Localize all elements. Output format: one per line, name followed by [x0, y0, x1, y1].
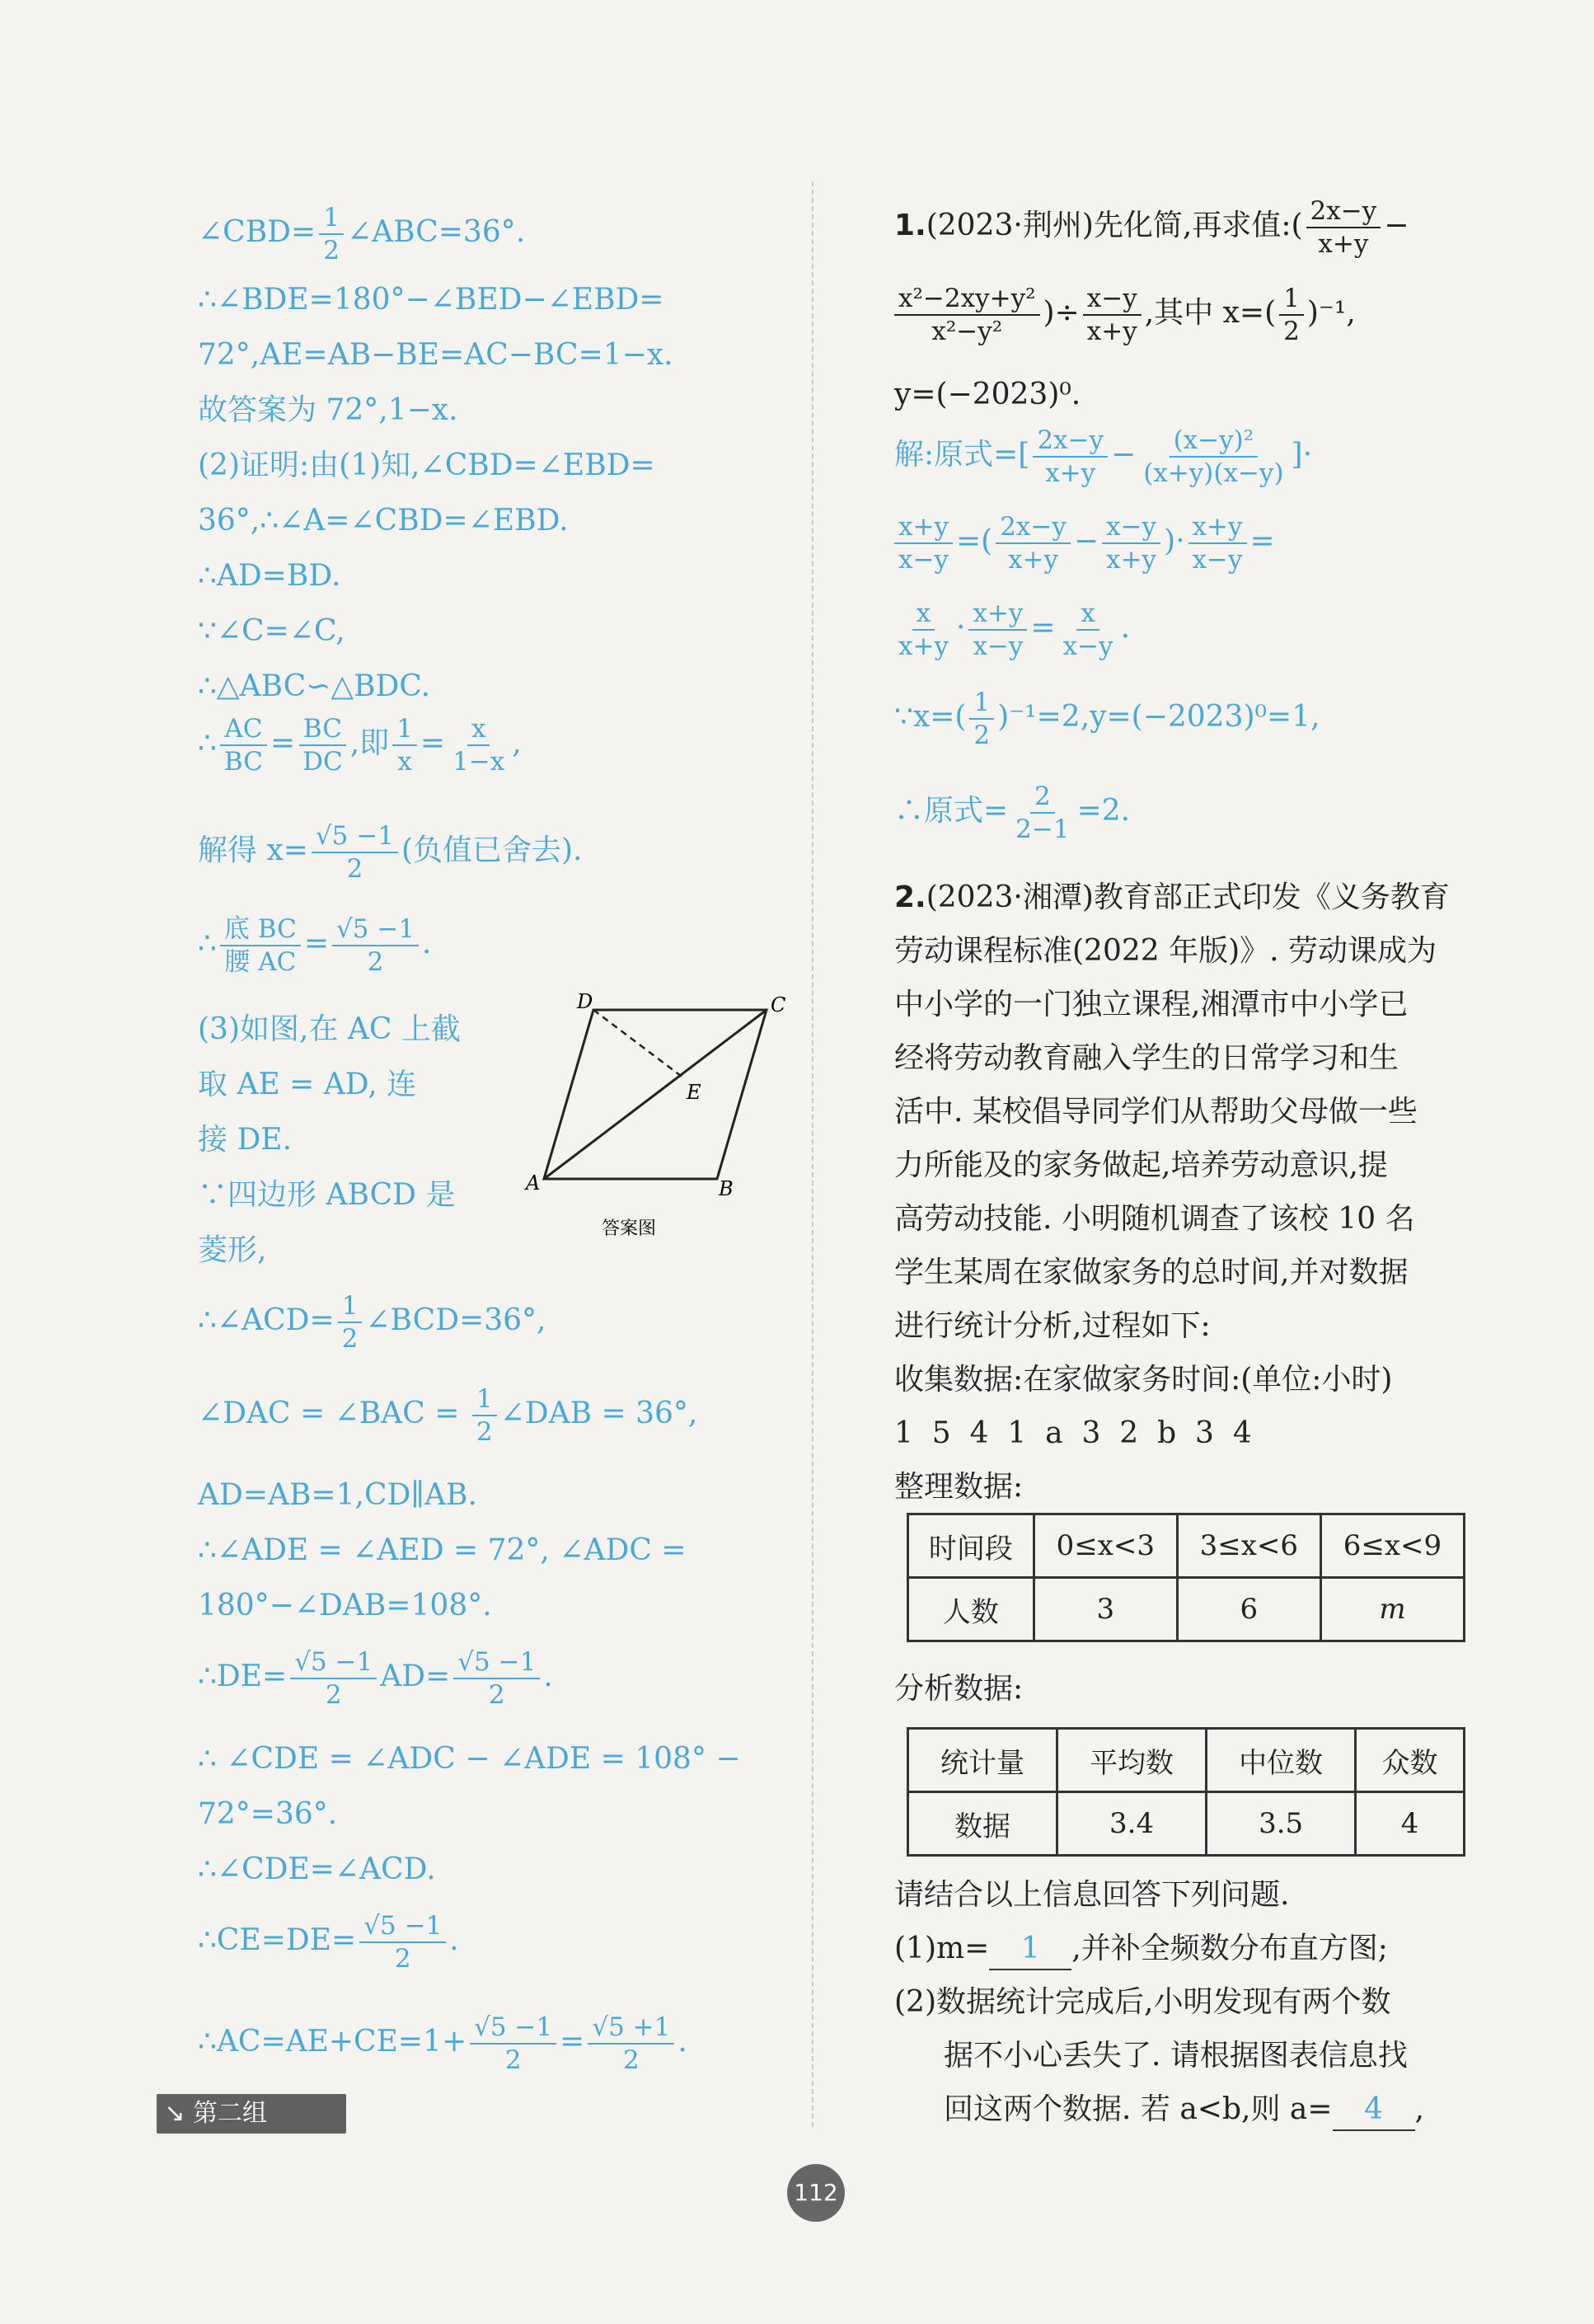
rhombus-figure: [526, 990, 799, 1249]
question-line: 进行统计分析,过程如下:: [894, 1309, 1211, 1343]
question-line: 回这两个数据. 若 a<b,则 a= 4 ,: [944, 2090, 1424, 2131]
section-group-tag: ↘ 第二组: [157, 2094, 346, 2134]
solution-line: $\frac{x}{x+y}$ · $\frac{x+y}{x-y}$ = $\frac{x}{x-y}$ .: [898, 599, 1131, 661]
solution-line: 解得 x= $\frac{√5 -1}{2}$ (负值已舍去).: [198, 821, 583, 884]
table-cell: m: [1320, 1578, 1464, 1641]
data-list: 1 5 4 1 a 3 2 b 3 4: [894, 1416, 1252, 1450]
solution-line: 72°,AE=AB−BE=AC−BC=1−x.: [198, 338, 673, 372]
question-line: 收集数据:在家做家务时间:(单位:小时): [894, 1363, 1393, 1397]
solution-line: 180°−∠DAB=108°.: [198, 1589, 492, 1622]
solution-line: ∴ ∠CDE = ∠ADC − ∠ADE = 108° −: [198, 1742, 741, 1776]
solution-line: ∵∠C=∠C,: [198, 614, 345, 648]
solution-line: ∴AC=AE+CE=1+ $\frac{√5 -1}{2}$ = $\frac{√5 +1}{2}$ .: [198, 2012, 687, 2075]
question-line: 力所能及的家务做起,培养劳动意识,提: [894, 1148, 1388, 1182]
table-cell: 3: [1034, 1578, 1177, 1641]
solution-line: ∴DE= $\frac{√5 -1}{2}$ AD= $\frac{√5 -1}{2}$ .: [198, 1647, 553, 1710]
solution-line: 72°=36°.: [198, 1797, 338, 1831]
solution-line: (3)如图,在 AC 上截: [198, 1012, 461, 1046]
table-cell: 3.5: [1207, 1792, 1356, 1856]
solution-line: ∴ $\frac{AC}{BC}$ = $\frac{BC}{DC}$ ,即 $\frac{1}{x}$ = $\frac{x}{1-x}$ ,: [198, 714, 522, 777]
answer-blank-a: 4: [1333, 2090, 1415, 2131]
solution-line: ∵x=( $\frac{1}{2}$ )⁻¹=2,y=(−2023)⁰=1,: [894, 688, 1320, 750]
question-line: (1)m= 1 ,并补全频数分布直方图;: [894, 1929, 1388, 1970]
answer-blank-m: 1: [989, 1929, 1071, 1970]
label-b: B: [719, 1177, 734, 1200]
column-divider: [812, 181, 813, 2127]
solution-line: ∴△ABC∽△BDC.: [198, 669, 431, 703]
question-line: 中小学的一门独立课程,湘潭市中小学已: [894, 988, 1409, 1021]
question-line: 学生某周在家做家务的总时间,并对数据: [894, 1256, 1409, 1289]
solution-line: ∴∠ADE = ∠AED = 72°, ∠ADC =: [198, 1533, 687, 1567]
label-e: E: [687, 1081, 701, 1104]
solution-line: AD=AB=1,CD∥AB.: [198, 1478, 477, 1512]
solution-line: 菱形,: [198, 1233, 267, 1267]
table-cell: 时间段: [908, 1514, 1034, 1578]
solution-line: 解:原式=[ $\frac{2x-y}{x+y}$ − $\frac{\text{(x−y)²}}{(x+y)(x-y)}$ ]·: [894, 425, 1313, 488]
table-cell: 中位数: [1207, 1729, 1356, 1792]
table-cell: 6: [1177, 1578, 1320, 1641]
question-line: y=(−2023)⁰.: [894, 378, 1081, 411]
question-line: 分析数据:: [894, 1672, 1024, 1706]
table-cell: 3≤x<6: [1177, 1514, 1320, 1578]
question-line: 经将劳动教育融入学生的日常学习和生: [894, 1041, 1399, 1075]
question-line: 整理数据:: [894, 1470, 1024, 1504]
solution-line: ∵四边形 ABCD 是: [198, 1178, 456, 1212]
table-cell: 6≤x<9: [1320, 1514, 1464, 1578]
question-line: 1.(2023·荆州)先化简,再求值:( $\frac{2x-y}{x+y}$ −: [894, 196, 1409, 259]
solution-line: 取 AE = AD, 连: [198, 1068, 417, 1101]
solution-line: ∠DAC = ∠BAC = $\frac{1}{2}$ ∠DAB = 36°,: [198, 1384, 698, 1447]
table-cell: 4: [1356, 1792, 1465, 1856]
table-cell: 众数: [1356, 1729, 1465, 1792]
solution-line: ∴原式= $\frac{2}{2-1}$ =2.: [894, 782, 1131, 844]
solution-line: ∴∠ACD= $\frac{1}{2}$ ∠BCD=36°,: [198, 1291, 546, 1354]
solution-line: ∠CBD= $\frac{1}{2}$ ∠ABC=36°.: [198, 203, 526, 265]
question-line: 请结合以上信息回答下列问题.: [894, 1878, 1290, 1912]
solution-line: $\frac{x+y}{x-y}$ =( $\frac{2x-y}{x+y}$ − $\frac{x-y}{x+y}$ )· $\frac{x+y}{x-y}$ =: [894, 511, 1275, 575]
question-line: 据不小心丢失了. 请根据图表信息找: [944, 2039, 1408, 2073]
solution-line: ∴ $\frac{\text{底 BC}}{\text{腰 AC}}$ = $\frac{√5 -1}{2}$ .: [198, 914, 432, 977]
segment-de: [593, 1010, 684, 1078]
solution-line: ∴AD=BD.: [198, 559, 341, 593]
solution-line: 接 DE.: [198, 1123, 293, 1157]
frequency-table: [907, 1513, 1465, 1642]
label-a: A: [526, 1171, 541, 1195]
arrow-icon: ↘: [164, 2099, 185, 2128]
solution-line: ∴∠BDE=180°−∠BED−∠EBD=: [198, 283, 664, 317]
statistics-table: [907, 1727, 1465, 1857]
table-cell: 数据: [908, 1792, 1057, 1856]
label-d: D: [577, 990, 593, 1013]
table-cell: 平均数: [1057, 1729, 1207, 1792]
question-line: (2)数据统计完成后,小明发现有两个数: [894, 1985, 1391, 2019]
table-cell: 人数: [908, 1578, 1034, 1641]
page-number: 112: [787, 2164, 845, 2222]
solution-line: (2)证明:由(1)知,∠CBD=∠EBD=: [198, 448, 655, 482]
table-cell: 统计量: [908, 1729, 1057, 1792]
diagonal-ac: [544, 1010, 767, 1179]
question-line: 劳动课程标准(2022 年版)》. 劳动课成为: [894, 934, 1437, 968]
question-line: 活中. 某校倡导同学们从帮助父母做一些: [894, 1095, 1418, 1129]
question-line: 2.(2023·湘潭)教育部正式印发《义务教育: [894, 880, 1450, 914]
solution-line: 故答案为 72°,1−x.: [198, 393, 458, 427]
solution-line: ∴CE=DE= $\frac{√5 -1}{2}$ .: [198, 1911, 459, 1974]
question-line: 高劳动技能. 小明随机调查了该校 10 名: [894, 1202, 1415, 1236]
solution-line: ∴∠CDE=∠ACD.: [198, 1852, 436, 1886]
figure-caption: 答案图: [602, 1218, 657, 1239]
question-line: $\frac{\text{x²−2xy+y²}}{\text{x²−y²}}$ )÷ $\frac{x-y}{x+y}$ ,其中 x=( $\frac{1}{2}$ )⁻¹,: [894, 283, 1356, 347]
label-c: C: [771, 993, 786, 1016]
solution-line: 36°,∴∠A=∠CBD=∠EBD.: [198, 504, 569, 538]
table-cell: 3.4: [1057, 1792, 1207, 1856]
table-cell: 0≤x<3: [1034, 1514, 1177, 1578]
